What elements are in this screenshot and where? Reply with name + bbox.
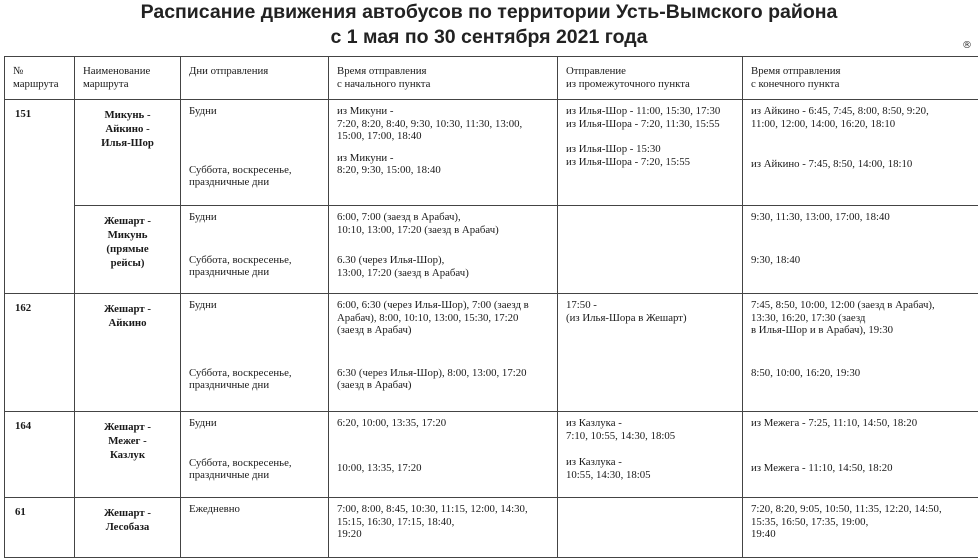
title-line-2: с 1 мая по 30 сентября 2021 года	[330, 26, 648, 48]
table-row	[5, 412, 978, 498]
header-intermediate: Отправление из промежуточного пункта	[558, 57, 743, 100]
registered-mark: ®	[962, 40, 972, 51]
title-line-1: Расписание движения автобусов по территории Усть-Вымского района	[140, 1, 838, 23]
header-name: Наименование маршрута	[75, 57, 181, 100]
route-name-cell: Жешарт - Межег - Казлук	[75, 412, 181, 498]
table-row	[5, 206, 978, 294]
table-row	[5, 498, 978, 558]
intermediate-cell: из Илья-Шор - 11:00, 15:30, 17:30 из Илья-Шора - 7:20, 11:30, 15:55 из Илья-Шор - 15:30 из Илья-Шора - 7:20, 15:55	[558, 100, 743, 206]
intermediate-cell	[558, 498, 743, 558]
header-number: № маршрута	[5, 57, 75, 100]
start-times-cell: 6:00, 7:00 (заезд в Арабач), 10:10, 13:00, 17:20 (заезд в Арабач) 6.30 (через Илья-Шор), 13:00, 17:20 (заезд в Арабач)	[329, 206, 558, 294]
route-number-cell: 61	[5, 498, 75, 558]
start-times-cell: 6:00, 6:30 (через Илья-Шор), 7:00 (заезд в Арабач), 8:00, 10:10, 13:00, 15:30, 17:20 (заезд в Арабач) 6:30 (через Илья-Шор), 8:00, 13:00, 17:20 (заезд в Арабач)	[329, 294, 558, 412]
intermediate-cell	[558, 206, 743, 294]
end-times-cell: из Айкино - 6:45, 7:45, 8:00, 8:50, 9:20, 11:00, 12:00, 14:00, 16:20, 18:10 из Айкино - 7:45, 8:50, 14:00, 18:10	[743, 100, 978, 206]
route-name-cell: Жешарт - Лесобаза	[75, 498, 181, 558]
intermediate-cell: 17:50 - (из Илья-Шора в Жешарт)	[558, 294, 743, 412]
route-number-cell: 162	[5, 294, 75, 412]
start-times-cell: 7:00, 8:00, 8:45, 10:30, 11:15, 12:00, 14:30, 15:15, 16:30, 17:15, 18:40, 19:20	[329, 498, 558, 558]
header-start: Время отправления с начального пункта	[329, 57, 558, 100]
header-days: Дни отправления	[181, 57, 329, 100]
end-times-cell: из Межега - 7:25, 11:10, 14:50, 18:20 из Межега - 11:10, 14:50, 18:20	[743, 412, 978, 498]
route-number-cell: 164	[5, 412, 75, 498]
days-cell: Будни Суббота, воскресенье, праздничные дни	[181, 294, 329, 412]
days-cell: Будни Суббота, воскресенье, праздничные дни	[181, 206, 329, 294]
days-cell: Ежедневно	[181, 498, 329, 558]
table-row	[5, 100, 978, 206]
route-name-cell: Микунь - Айкино - Илья-Шор	[75, 100, 181, 206]
header-end: Время отправления с конечного пункта	[743, 57, 978, 100]
start-times-cell: 6:20, 10:00, 13:35, 17:20 10:00, 13:35, 17:20	[329, 412, 558, 498]
end-times-cell: 7:20, 8:20, 9:05, 10:50, 11:35, 12:20, 14:50, 15:35, 16:50, 17:35, 19:00, 19:40	[743, 498, 978, 558]
route-name-cell: Жешарт - Микунь (прямые рейсы)	[75, 206, 181, 294]
route-number-cell: 151	[5, 100, 75, 294]
table-header-row	[5, 57, 978, 100]
route-name-cell: Жешарт - Айкино	[75, 294, 181, 412]
end-times-cell: 7:45, 8:50, 10:00, 12:00 (заезд в Арабач), 13:30, 16:20, 17:30 (заезд в Илья-Шор и в Арабач), 19:30 8:50, 10:00, 16:20, 19:30	[743, 294, 978, 412]
days-cell: Будни Суббота, воскресенье, праздничные дни	[181, 100, 329, 206]
schedule-table	[4, 56, 978, 558]
start-times-cell: из Микуни - 7:20, 8:20, 8:40, 9:30, 10:30, 11:30, 13:00, 15:00, 17:00, 18:40 из Микуни - 8:20, 9:30, 15:00, 18:40	[329, 100, 558, 206]
table-row	[5, 294, 978, 412]
end-times-cell: 9:30, 11:30, 13:00, 17:00, 18:40 9:30, 18:40	[743, 206, 978, 294]
intermediate-cell: из Казлука - 7:10, 10:55, 14:30, 18:05 из Казлука - 10:55, 14:30, 18:05	[558, 412, 743, 498]
days-cell: Будни Суббота, воскресенье, праздничные дни	[181, 412, 329, 498]
